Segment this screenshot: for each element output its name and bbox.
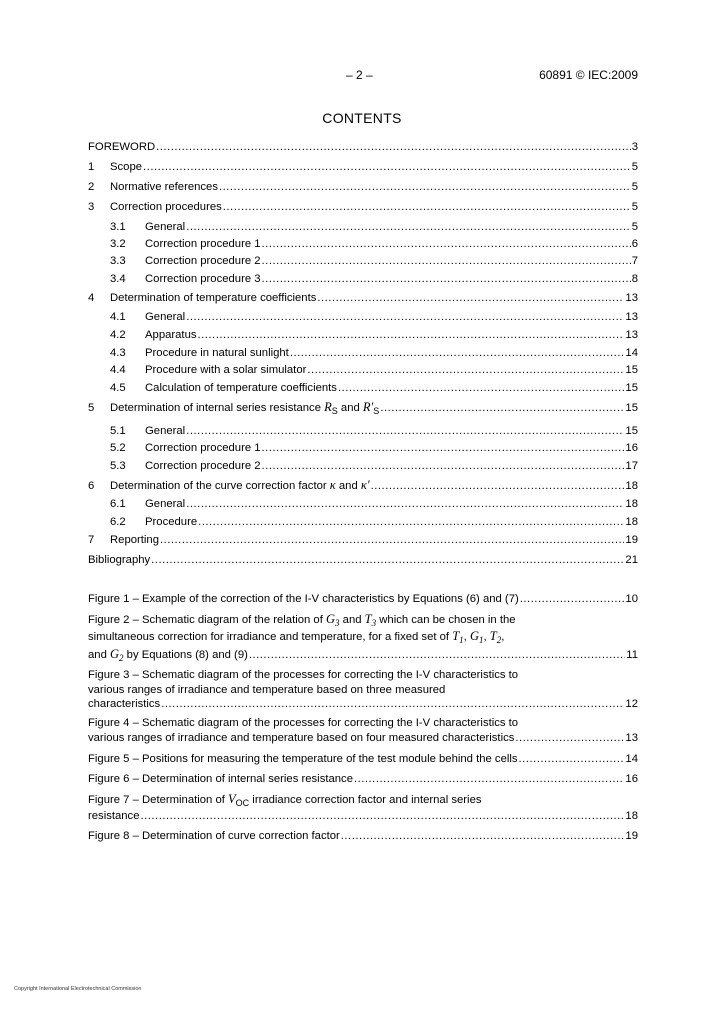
toc-entry-page: 13 [625, 329, 638, 341]
toc-entry-label: Correction procedure 1 [145, 238, 261, 250]
leader-dots [338, 380, 624, 396]
toc-entry-number: 5 [88, 402, 95, 414]
leader-dots [317, 290, 624, 306]
figure-7-text: Figure 7 – Determination of [88, 794, 229, 806]
leader-dots [515, 730, 624, 746]
toc-entry-page: 15 [625, 382, 638, 394]
toc-entry-page: 17 [625, 460, 638, 472]
toc-entry-number: 4.5 [110, 382, 126, 394]
leader-dots [519, 751, 625, 767]
leader-dots [380, 400, 624, 416]
copyright-notice: Copyright International Electrotechnical Commission [14, 986, 142, 992]
figure-3-page: 12 [625, 698, 638, 710]
figure-4-page: 13 [625, 732, 638, 744]
toc-entry-number: 4.3 [110, 347, 126, 359]
toc-entry-page: 15 [625, 425, 638, 437]
toc-entry-number: 3.4 [110, 273, 126, 285]
toc-entry-page: 19 [625, 534, 638, 546]
toc-entry[interactable] [88, 532, 638, 548]
toc-entry[interactable] [88, 399, 638, 415]
toc-entry-label: Correction procedure 3 [145, 273, 261, 285]
leader-dots [219, 179, 631, 195]
leader-dots [161, 696, 624, 712]
leader-dots [520, 591, 625, 607]
toc-entry-number: 6.2 [110, 516, 126, 528]
figure-7-text: irradiance correction factor and internal series [249, 794, 482, 806]
leader-dots [141, 808, 625, 824]
leader-dots [307, 362, 624, 378]
toc-entry-number: 6.1 [110, 498, 126, 510]
figure-2-text: which can be chosen in the [376, 614, 516, 626]
leader-dots [198, 514, 624, 530]
toc-entry[interactable] [88, 552, 638, 568]
figure-7-text: resistance [88, 810, 140, 822]
figure-2-page: 11 [626, 649, 638, 661]
toc-entry-label: Correction procedure 2 [145, 460, 261, 472]
toc-entry-page: 6 [631, 238, 638, 250]
leader-dots [290, 345, 625, 361]
toc-entry-page: 5 [631, 181, 638, 193]
leader-dots [371, 478, 625, 494]
toc-entry-label: Procedure [145, 516, 198, 528]
math-T2: $T_2$ [489, 629, 502, 645]
leader-dots [186, 496, 624, 512]
toc-entry-page: 18 [625, 498, 638, 510]
toc-entry-page: 15 [625, 402, 638, 414]
leader-dots [186, 309, 624, 325]
toc-entry-label: Determination of the curve correction factor κ and κ′ [110, 478, 370, 492]
toc-entry-number: 5.1 [110, 425, 126, 437]
toc-entry-number: 4.2 [110, 329, 126, 341]
leader-dots [143, 159, 631, 175]
toc-entry-label: Correction procedures [110, 201, 222, 213]
toc-entry-label: Determination of internal series resistance $R_S$ and $R'_S$ [110, 400, 380, 416]
leader-dots [186, 423, 624, 439]
toc-entry-number: 7 [88, 534, 95, 546]
toc-entry-page: 5 [631, 221, 638, 233]
figure-5-label: Figure 5 – Positions for measuring the temperature of the test module behind the cells [88, 753, 518, 765]
figure-1-label: Figure 1 – Example of the correction of the I-V characteristics by Equations (6) and (7) [88, 593, 519, 605]
toc-figure-4-line-1[interactable]: Figure 4 – Schematic diagram of the processes for correcting the I-V characteristics to [88, 717, 519, 729]
toc-figure-2-line-2[interactable]: simultaneous correction for irradiance and temperature, for a fixed set of $T_1$, $G_1$, $T_2$, [88, 629, 505, 645]
toc-entry[interactable] [88, 139, 638, 155]
toc-entry[interactable] [88, 271, 638, 287]
toc-entry[interactable] [88, 380, 638, 396]
toc-entry[interactable] [88, 309, 638, 325]
toc-figure-7-line-1[interactable] [88, 791, 638, 808]
toc-entry-page: 13 [625, 311, 638, 323]
toc-entry-number: 3.2 [110, 238, 126, 250]
page-title: CONTENTS [322, 110, 402, 126]
toc-entry[interactable] [88, 458, 638, 474]
toc-entry-number: 4.4 [110, 364, 126, 376]
toc-entry-label: Reporting [110, 534, 159, 546]
figure-6-page: 16 [625, 773, 638, 785]
toc-entry-label: FOREWORD [88, 141, 156, 153]
toc-entry-page: 21 [625, 554, 638, 566]
toc-entry[interactable] [88, 423, 638, 439]
toc-entry-page: 5 [631, 161, 638, 173]
figure-1-page: 10 [625, 593, 638, 605]
leader-dots [160, 532, 624, 548]
toc-entry-label: Determination of temperature coefficients [110, 292, 317, 304]
toc-entry-page: 18 [625, 516, 638, 528]
toc-entry[interactable] [88, 514, 638, 530]
toc-figure-3-line-1[interactable]: Figure 3 – Schematic diagram of the processes for correcting the I-V characteristics to [88, 669, 519, 681]
leader-dots [156, 139, 631, 155]
toc-entry-number: 4 [88, 292, 95, 304]
toc-entry-label: Normative references [110, 181, 218, 193]
toc-figure-8[interactable] [88, 828, 638, 844]
toc-figure-5[interactable] [88, 751, 638, 767]
leader-dots [223, 199, 631, 215]
toc-entry-number: 5.2 [110, 442, 126, 454]
toc-entry[interactable] [88, 179, 638, 195]
toc-figure-2-line-3[interactable] [88, 646, 638, 662]
leader-dots [186, 219, 631, 235]
leader-dots [151, 552, 624, 568]
toc-entry-page: 8 [631, 273, 638, 285]
toc-figure-3-line-2[interactable]: various ranges of irradiance and temperature based on three measured [88, 684, 446, 696]
page-number: – 2 – [346, 68, 373, 82]
toc-entry-number: 2 [88, 181, 95, 193]
toc-entry-label: Apparatus [145, 329, 197, 341]
toc-entry[interactable] [88, 236, 638, 252]
toc-figure-4-line-2[interactable] [88, 730, 638, 746]
toc-entry[interactable] [88, 327, 638, 343]
toc-entry[interactable] [88, 477, 638, 493]
leader-dots [249, 647, 625, 663]
toc-figure-7-line-2[interactable] [88, 808, 638, 824]
toc-entry-page: 7 [631, 255, 638, 267]
toc-entry-page: 13 [625, 292, 638, 304]
toc-entry-label: General [145, 311, 186, 323]
toc-entry-label: Procedure in natural sunlight [145, 347, 289, 359]
toc-entry[interactable] [88, 440, 638, 456]
leader-dots [354, 771, 624, 787]
toc-entry[interactable] [88, 290, 638, 306]
math-kappa-prime: κ′ [360, 478, 370, 492]
toc-entry-number: 1 [88, 161, 95, 173]
toc-entry-label: Correction procedure 1 [145, 442, 261, 454]
math-VOC: $V_{OC}$ [228, 792, 250, 808]
toc-entry-number: 5.3 [110, 460, 126, 472]
toc-entry-number: 4.1 [110, 311, 126, 323]
math-G2: $G_2$ [110, 647, 124, 663]
toc-entry-page: 5 [631, 201, 638, 213]
figure-2-text: Figure 2 – Schematic diagram of the relation of [88, 614, 326, 626]
figure-2-text: by Equations (8) and (9) [123, 649, 248, 661]
leader-dots [262, 236, 631, 252]
math-G3: $G_3$ [326, 612, 340, 628]
leader-dots [262, 458, 625, 474]
toc-figure-2-line-1[interactable]: Figure 2 – Schematic diagram of the relation of $G_3$ and $T_3$ which can be chosen in the [88, 612, 516, 628]
toc-figure-6[interactable] [88, 771, 638, 787]
toc-figure-3-line-3[interactable] [88, 696, 638, 712]
figure-4-text: various ranges of irradiance and temperature based on four measured characteristics [88, 732, 515, 744]
math-T3: $T_3$ [364, 612, 377, 628]
leader-dots [262, 271, 631, 287]
toc-entry[interactable] [88, 219, 638, 235]
figure-8-page: 19 [625, 830, 638, 842]
toc-entry-page: 16 [625, 442, 638, 454]
toc-entry-page: 14 [625, 347, 638, 359]
toc-entry-number: 3.1 [110, 221, 126, 233]
leader-dots [262, 253, 631, 269]
math-G1: $G_1$ [469, 629, 484, 645]
math-R-prime-S: $R'_S$ [362, 400, 380, 416]
toc-entry[interactable] [88, 362, 638, 378]
document-id: 60891 © IEC:2009 [539, 68, 638, 82]
toc-entry-label: Procedure with a solar simulator [145, 364, 307, 376]
toc-entry-label: General [145, 221, 186, 233]
toc-entry-label: Scope [110, 161, 143, 173]
toc-entry[interactable] [88, 159, 638, 175]
figure-5-page: 14 [625, 753, 638, 765]
toc-entry-number: 6 [88, 480, 95, 492]
toc-entry-label: General [145, 425, 186, 437]
leader-dots [341, 828, 625, 844]
math-T1: $T_1$ [452, 629, 464, 645]
math-kappa: κ [329, 478, 336, 492]
toc-entry-label: General [145, 498, 186, 510]
figure-6-label: Figure 6 – Determination of internal series resistance [88, 773, 353, 785]
math-RS: $R_S$ [324, 400, 338, 416]
figure-7-page: 18 [625, 810, 638, 822]
toc-entry-page: 3 [631, 141, 638, 153]
figure-8-label: Figure 8 – Determination of curve correction factor [88, 830, 340, 842]
toc-entry[interactable] [88, 253, 638, 269]
figure-2-text: and $G_2$ by Equations (8) and (9) [88, 647, 248, 663]
toc-entry[interactable] [88, 345, 638, 361]
toc-entry-label: Correction procedure 2 [145, 255, 261, 267]
toc-entry-page: 15 [625, 364, 638, 376]
toc-entry-page: 18 [625, 480, 638, 492]
figure-3-text: characteristics [88, 698, 161, 710]
leader-dots [198, 327, 625, 343]
toc-entry-number: 3.3 [110, 255, 126, 267]
leader-dots [262, 440, 625, 456]
toc-entry[interactable] [88, 496, 638, 512]
toc-entry[interactable] [88, 199, 638, 215]
toc-entry-label: Bibliography [88, 554, 151, 566]
toc-entry-number: 3 [88, 201, 95, 213]
toc-entry-label: Calculation of temperature coefficients [145, 382, 337, 394]
toc-figure-1[interactable] [88, 591, 638, 607]
figure-2-text: simultaneous correction for irradiance and temperature, for a fixed set of [88, 631, 453, 643]
